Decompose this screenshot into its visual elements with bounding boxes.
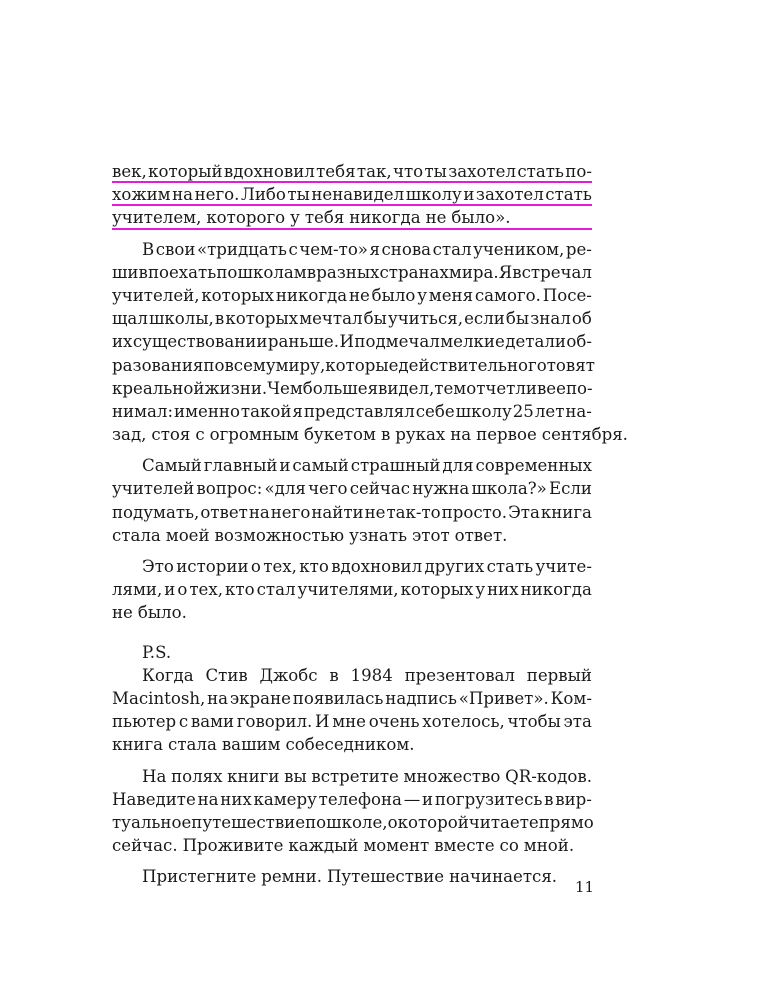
text-line: учителей вопрос: «для чего сейчас нужна школа?» Если — [112, 479, 592, 499]
highlighted-text-line: век, который вдохновил тебя так, что ты захотел стать по- — [112, 160, 592, 183]
text-line: подумать, ответ на него найти не так-то просто. Эта книга — [112, 502, 592, 522]
text-line: лями, и о тех, кто стал учителями, которых у них никогда — [112, 580, 592, 600]
paragraph-gap — [112, 547, 592, 555]
paragraph-gap — [112, 757, 592, 765]
paragraph — [112, 641, 592, 664]
text-line: разования по всему миру, которые действительно готовят — [112, 355, 595, 375]
text-line: не было. — [112, 603, 187, 623]
text-line: туальное путешествие по школе, о которой читаете прямо — [112, 812, 594, 832]
text-line: сейчас. Проживите каждый момент вместе со мной. — [112, 836, 575, 856]
paragraph-gap — [112, 446, 592, 454]
paragraph — [112, 555, 592, 625]
text-line: На полях книги вы встретите множество QR-кодов. — [142, 766, 592, 786]
text-line: Самый главный и самый страшный для современных — [142, 456, 592, 476]
highlighted-text-line: учителем, которого у тебя никогда не было». — [112, 206, 592, 229]
paragraph-gap — [112, 625, 592, 641]
text-line: учителей, которых никогда не было у меня самого. Посе- — [112, 285, 592, 305]
text-line: пьютер с вами говорил. И мне очень хотелось, чтобы эта — [112, 712, 592, 732]
text-line: Когда Стив Джобс в 1984 презентовал первый — [142, 665, 592, 685]
paragraph-gap — [112, 230, 592, 238]
text-line: Пристегните ремни. Путешествие начинается. — [142, 867, 558, 887]
paragraph — [112, 160, 592, 230]
text-line: книга стала вашим собеседником. — [112, 735, 415, 755]
paragraph — [112, 238, 628, 447]
paragraph — [112, 765, 592, 858]
highlighted-text-line: хожим на него. Либо ты ненавидел школу и захотел стать — [112, 183, 592, 206]
text-line: Macintosh, на экране появилась надпись «Привет». Ком- — [112, 688, 592, 708]
text-line: В свои «тридцать с чем-то» я снова стал учеником, ре- — [142, 239, 592, 259]
paragraph — [112, 865, 592, 888]
paragraph — [112, 454, 592, 547]
text-line: нимал: именно такой я представлял себе школу 25 лет на- — [112, 401, 592, 421]
text-line: их существовании раньше. И подмечал мелкие детали об- — [112, 332, 592, 352]
text-line: к реальной жизни. Чем больше я видел, тем отчетливее по- — [112, 378, 593, 398]
text-line: Это истории о тех, кто вдохновил других стать учите- — [142, 557, 592, 576]
text-line: Наведите на них камеру телефона — и погрузитесь в вир- — [112, 789, 592, 809]
text-line: стала моей возможностью узнать этот ответ. — [112, 525, 508, 545]
text-line: зад, стоя с огромным букетом в руках на первое сентября. — [112, 425, 628, 445]
text-line: шив поехать по школам в разных странах мира. Я встречал — [112, 262, 592, 282]
text-line: щал школы, в которых мечтал бы учиться, если бы знал об — [112, 309, 592, 329]
paragraph-gap — [112, 857, 592, 865]
text-line: P.S. — [142, 642, 172, 662]
page-number: 11 — [575, 878, 595, 896]
paragraph — [112, 664, 592, 757]
